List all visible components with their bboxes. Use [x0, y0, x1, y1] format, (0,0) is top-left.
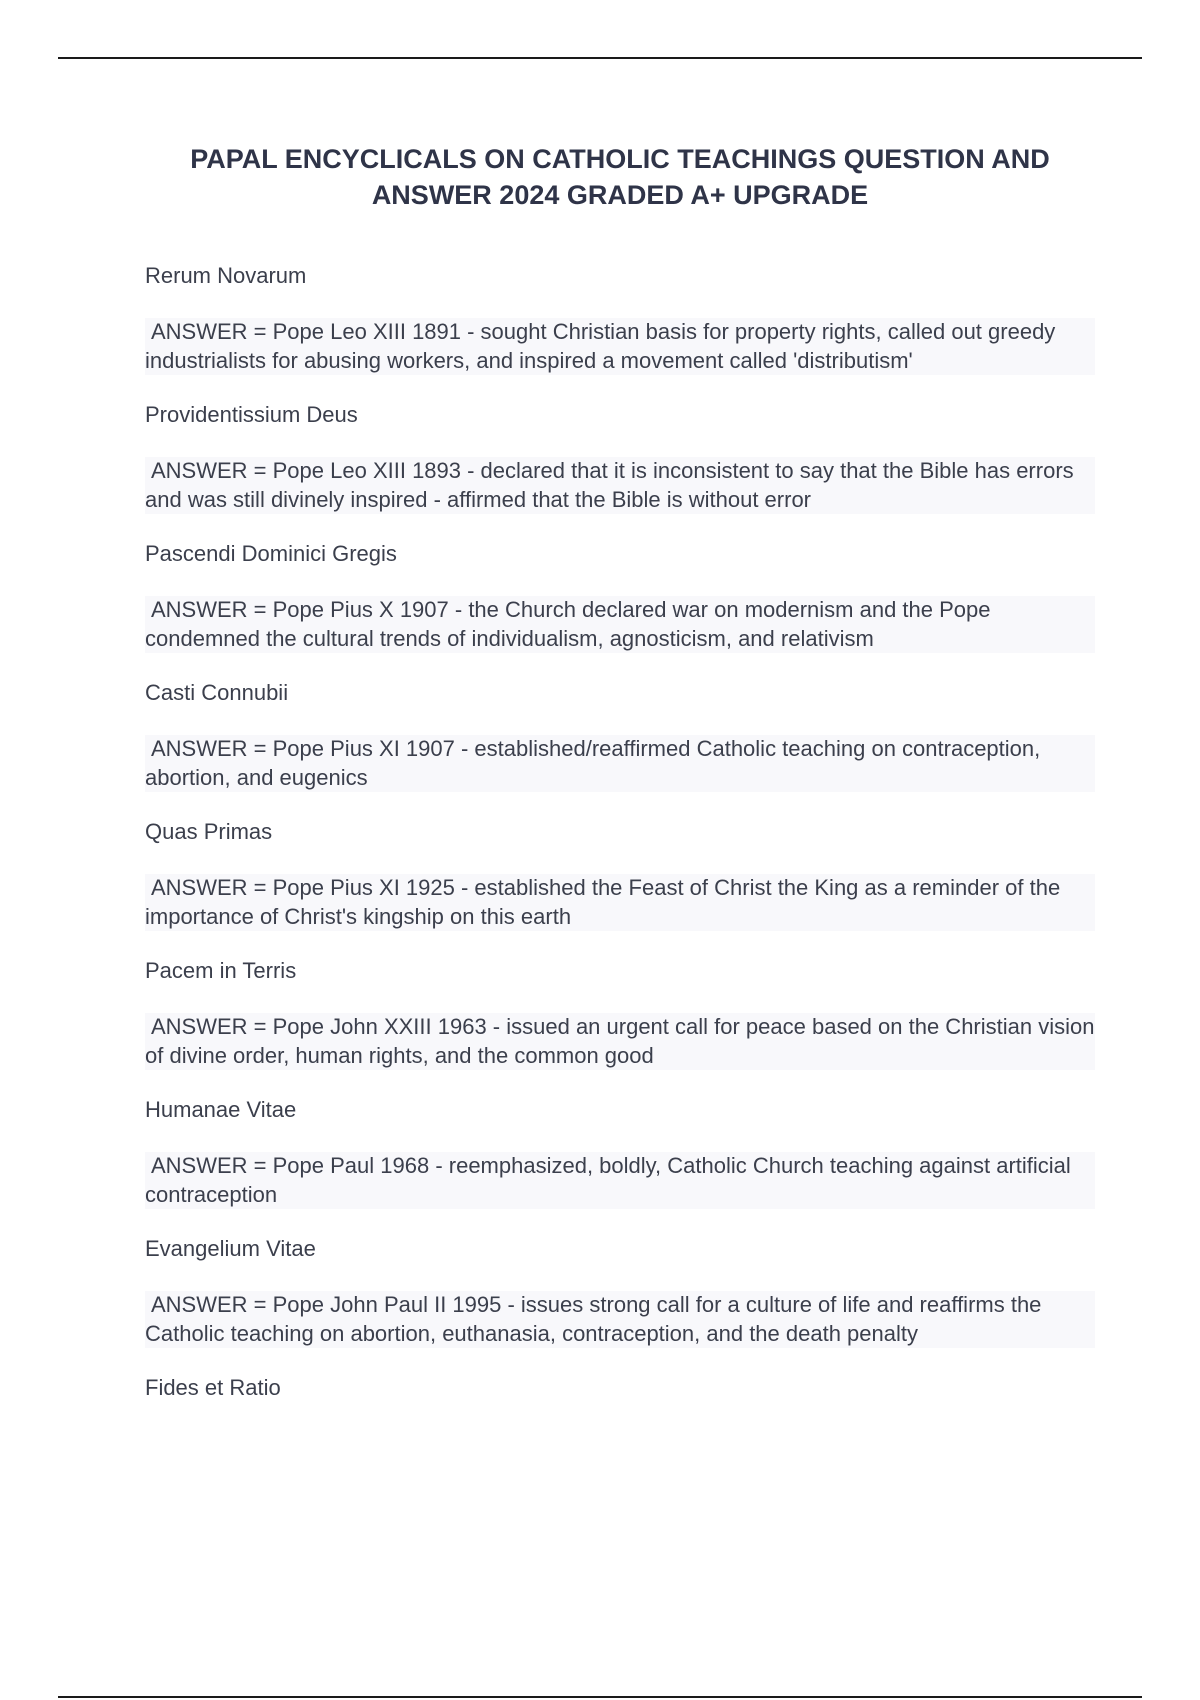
answer-content: ANSWER = Pope Pius XI 1907 - established/reaffirmed Catholic teaching on contraception, abortion, and eugenics — [145, 736, 1041, 790]
answer-text — [145, 318, 1095, 375]
answer-text — [145, 596, 1095, 653]
header-rule — [58, 57, 1142, 59]
question-text: Casti Connubii — [145, 680, 289, 705]
qa-item — [145, 1096, 1095, 1209]
qa-item — [145, 1374, 1095, 1402]
question-text: Pacem in Terris — [145, 958, 297, 983]
question-text: Humanae Vitae — [145, 1097, 297, 1122]
answer-content: ANSWER = Pope Paul 1968 - reemphasized, boldly, Catholic Church teaching against artificial contraception — [145, 1153, 1071, 1207]
answer-text — [145, 1291, 1095, 1348]
answer-content: ANSWER = Pope John Paul II 1995 - issues strong call for a culture of life and reaffirms the Catholic teaching on abortion, euthanasia, contraception, and the death penalty — [145, 1292, 1042, 1346]
qa-item — [145, 679, 1095, 792]
qa-item — [145, 262, 1095, 375]
answer-content: ANSWER = Pope John XXIII 1963 - issued an urgent call for peace based on the Christian vision of divine order, human rights, and the common good — [145, 1014, 1095, 1068]
qa-list — [145, 262, 1095, 1430]
answer-content: ANSWER = Pope Leo XIII 1893 - declared that it is inconsistent to say that the Bible has errors and was still divinely inspired - affirmed that the Bible is without error — [145, 458, 1074, 512]
answer-text — [145, 457, 1095, 514]
qa-item — [145, 818, 1095, 931]
answer-text — [145, 1013, 1095, 1070]
question-text: Pascendi Dominici Gregis — [145, 541, 397, 566]
footer-rule — [58, 1696, 1142, 1698]
answer-content: ANSWER = Pope Leo XIII 1891 - sought Christian basis for property rights, called out greedy industrialists for abusing workers, and inspired a movement called 'distributism' — [145, 319, 1056, 373]
question-text: Quas Primas — [145, 819, 273, 844]
answer-text — [145, 1152, 1095, 1209]
answer-text — [145, 874, 1095, 931]
question-text: Providentissium Deus — [145, 402, 358, 427]
answer-text — [145, 735, 1095, 792]
qa-item — [145, 401, 1095, 514]
question-text: Fides et Ratio — [145, 1375, 281, 1400]
answer-content: ANSWER = Pope Pius XI 1925 - established the Feast of Christ the King as a reminder of the importance of Christ's kingship on this earth — [145, 875, 1061, 929]
page-title: PAPAL ENCYCLICALS ON CATHOLIC TEACHINGS QUESTION AND ANSWER 2024 GRADED A+ UPGRADE — [190, 144, 1050, 210]
qa-item — [145, 1235, 1095, 1348]
answer-content: ANSWER = Pope Pius X 1907 - the Church declared war on modernism and the Pope condemned the cultural trends of individualism, agnosticism, and relativism — [145, 597, 991, 651]
question-text: Evangelium Vitae — [145, 1236, 316, 1261]
qa-item — [145, 540, 1095, 653]
question-text: Rerum Novarum — [145, 263, 307, 288]
qa-item — [145, 957, 1095, 1070]
